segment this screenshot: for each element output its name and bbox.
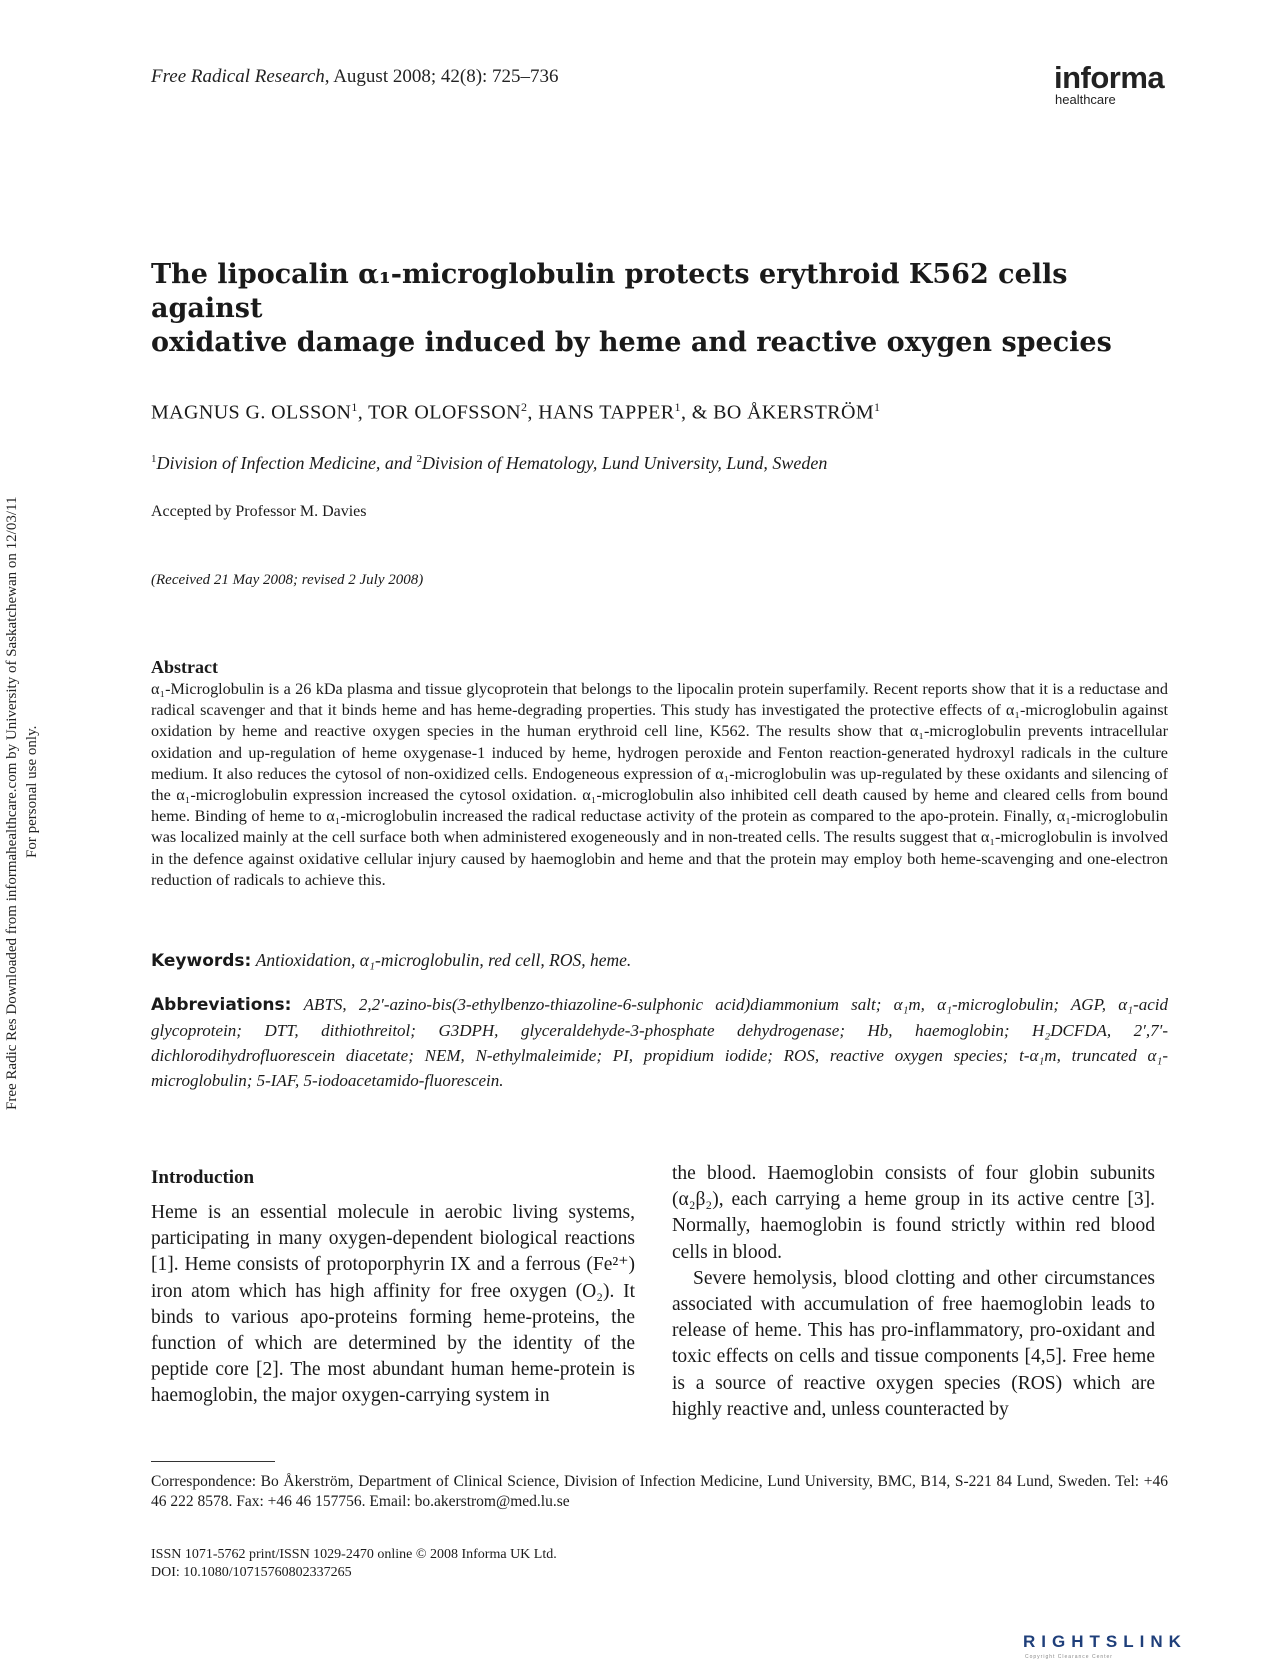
- intro-col2-paragraph-1: the blood. Haemoglobin consists of four globin subunits (α₂β₂), each carrying a heme group in its active centre [3]. Normally, haemoglobin is found strictly within red blood cells in blood.: [672, 1163, 1155, 1263]
- keywords: [151, 950, 1168, 971]
- logo-main: informa: [1054, 60, 1165, 95]
- affil-text-1: Division of Infection Medicine, and: [156, 453, 417, 473]
- keywords-label: Keywords:: [151, 951, 252, 971]
- author-3-sup: 1: [674, 400, 681, 414]
- rightslink-logo: [1023, 1632, 1187, 1660]
- publisher-logo: [1054, 62, 1164, 107]
- correspondence-note: Correspondence: Bo Åkerström, Department of Clinical Science, Division of Infection Medicine, Lund University, BMC, B14, S-221 84 Lund, Sweden. Tel: +46 46 222 8578. Fax: +46 46 157756. Email: bo.akerstrom@med.lu.se: [151, 1473, 1168, 1510]
- introduction-heading: Introduction: [151, 1167, 255, 1188]
- received-dates: (Received 21 May 2008; revised 2 July 2008): [151, 572, 424, 588]
- author-4: , & BO ÅKERSTRÖM: [680, 401, 875, 424]
- issn-block: [151, 1546, 557, 1582]
- accepted-by: Accepted by Professor M. Davies: [151, 503, 367, 520]
- keywords-value: Antioxidation, α₁-microglobulin, red cell, ROS, heme.: [255, 950, 632, 970]
- affil-sup-2: 2: [416, 453, 422, 465]
- rightslink-sub: Copyright Clearance Center: [1025, 1654, 1113, 1660]
- intro-column-1: Heme is an essential molecule in aerobic living systems, participating in many oxygen-dependent biological reactions [1]. Heme consists of protoporphyrin IX and a ferrous (Fe²⁺) iron atom which has high affinity for free oxygen (O₂). It binds to various apo-proteins forming heme-proteins, the function of which are determined by the identity of the peptide core [2]. The most abundant human heme-protein is haemoglobin, the major oxygen-carrying system in: [151, 1202, 635, 1407]
- rightslink-text: RIGHTSLINK: [1023, 1632, 1187, 1651]
- abstract-heading: Abstract: [151, 657, 218, 677]
- author-2: , TOR OLOFSSON: [357, 401, 521, 424]
- title-line-1: The lipocalin α₁-microglobulin protects erythroid K562 cells against: [151, 259, 1068, 324]
- author-1: MAGNUS G. OLSSON: [151, 401, 352, 424]
- intro-column-2: [672, 1161, 1155, 1423]
- journal-name: Free Radical Research: [151, 66, 325, 87]
- watermark-line-2: For personal use only.: [24, 725, 40, 858]
- author-1-sup: 1: [351, 400, 358, 414]
- logo-sub: healthcare: [1055, 92, 1116, 107]
- affiliation: [151, 453, 827, 474]
- abbreviations-label: Abbreviations:: [151, 995, 292, 1015]
- watermark-line-1: Free Radic Res Downloaded from informahealthcare.com by University of Saskatchewan on 12/03/11: [4, 496, 20, 1110]
- title-line-2: oxidative damage induced by heme and reactive oxygen species: [151, 327, 1112, 358]
- abstract-text: α₁-Microglobulin is a 26 kDa plasma and tissue glycoprotein that belongs to the lipocalin protein superfamily. Recent reports show that it is a reductase and radical scavenger and that it binds heme and has heme-degrading properties. This study has investigated the protective effects of α₁-microglobulin against oxidation by heme and reactive oxygen species in the human erythroid cell line, K562. The results show that α₁-microglobulin prevents intracellular oxidation and up-regulation of heme oxygenase-1 induced by heme, hydrogen peroxide and Fenton reaction-generated hydroxyl radicals in the culture medium. It also reduces the cytosol of non-oxidized cells. Endogeneous expression of α₁-microglobulin was up-regulated by these oxidants and silencing of the α₁-microglobulin expression increased the cytosol oxidation. α₁-microglobulin also inhibited cell death caused by heme and cleared cells from bound heme. Binding of heme to α₁-microglobulin increased the radical reductase activity of the protein as compared to the apo-protein. Finally, α₁-microglobulin was localized mainly at the cell surface both when administered exogeneously and in non-treated cells. The results suggest that α₁-microglobulin is involved in the defence against oxidative cellular injury caused by haemoglobin and heme and that the protein may employ both heme-scavenging and one-electron reduction of radicals to achieve this.: [151, 680, 1168, 889]
- download-watermark: [0, 0, 52, 1655]
- author-4-sup: 1: [874, 400, 881, 414]
- journal-issue: , August 2008; 42(8): 725–736: [324, 66, 559, 87]
- abbreviations-value: ABTS, 2,2′-azino-bis(3-ethylbenzo-thiazoline-6-sulphonic acid)diammonium salt; α₁m, α₁-microglobulin; AGP, α₁-acid glycoprotein; DTT, dithiothreitol; G3DPH, glyceraldehyde-3-phosphate dehydrogenase; Hb, haemoglobin; H₂DCFDA, 2′,7′-dichlorodihydrofluorescein diacetate; NEM, N-ethylmaleimide; PI, propidium iodide; ROS, reactive oxygen species; t-α₁m, truncated α₁-microglobulin; 5-IAF, 5-iodoacetamido-fluorescein.: [151, 995, 1169, 1090]
- intro-col2-paragraph-2: Severe hemolysis, blood clotting and other circumstances associated with accumulation of free haemoglobin leads to release of heme. This has pro-inflammatory, pro-oxidant and toxic effects on cells and tissue components [4,5]. Free heme is a source of reactive oxygen species (ROS) which are highly reactive and, unless counteracted by: [672, 1267, 1155, 1420]
- issn-line: ISSN 1071-5762 print/ISSN 1029-2470 online © 2008 Informa UK Ltd.: [151, 1547, 557, 1562]
- journal-citation: [151, 66, 559, 88]
- abbreviations: [151, 992, 1168, 1093]
- affil-sup-1: 1: [151, 453, 157, 465]
- author-3: , HANS TAPPER: [527, 401, 675, 424]
- author-list: [151, 400, 880, 425]
- footnote-rule: [151, 1461, 275, 1462]
- article-title: [151, 258, 1141, 360]
- doi-line: DOI: 10.1080/10715760802337265: [151, 1565, 352, 1580]
- affil-text-2: Division of Hematology, Lund University, Lund, Sweden: [421, 453, 828, 473]
- author-2-sup: 2: [520, 400, 528, 414]
